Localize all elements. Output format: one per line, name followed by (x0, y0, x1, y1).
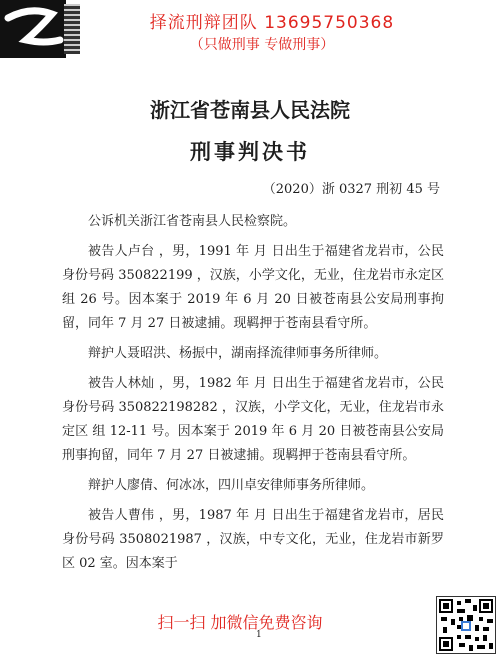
brand-logo (0, 0, 66, 58)
logo-qr-strip (64, 4, 80, 54)
page-number: 1 (256, 630, 262, 640)
paragraph-prosecutor: 公诉机关浙江省苍南县人民检察院。 (88, 214, 297, 229)
paragraph-defender-2: 辩护人廖倩、何冰冰，四川卓安律师事务所律师。 (88, 478, 375, 493)
judgment-body (62, 210, 444, 576)
paragraph-defendant-3: 被告人曹伟 ，男，1987 年 月 日出生于福建省龙岩市，居民身份号码 3508021987 ，汉族，中专文化，无业，住龙岩市新罗区 02 室。因本案于 (62, 508, 444, 571)
document-title: 刑事判决书 (190, 139, 310, 164)
paragraph-defender-1: 辩护人聂昭洪、杨振中，湖南择流律师事务所律师。 (88, 346, 388, 361)
wechat-qr-code (436, 596, 496, 654)
header-ad-phone: 择流刑辩团队 13695750368 (149, 13, 395, 33)
court-name: 浙江省苍南县人民法院 (150, 98, 350, 122)
paragraph-defendant-1: 被告人卢台 ，男，1991 年 月 日出生于福建省龙岩市，公民身份号码 350822199 ，汉族，小学文化，无业，住龙岩市永定区 组 26 号。因本案于 2019 年 6 月 20 日被苍南县公安局刑事拘留，同年 7 月 27 日被逮捕。现羁押于苍南县看守所。 (62, 244, 444, 331)
footer-ad: 扫一扫 加微信免费咨询 (157, 613, 323, 632)
paragraph-defendant-2: 被告人林灿 ，男，1982 年 月 日出生于福建省龙岩市，公民身份号码 350822198282 ，汉族，小学文化，无业，住龙岩市永定区 组 12-11 号。因本案于 2019 年 6 月 20 日被苍南县公安局刑事拘留，同年 7 月 27 日被逮捕。现羁押于苍南县看守所。 (62, 376, 444, 463)
logo-z-mark (0, 0, 66, 58)
case-number: （2020）浙 0327 刑初 45 号 (262, 182, 440, 197)
header-ad-slogan: （只做刑事 专做刑事） (189, 37, 335, 53)
